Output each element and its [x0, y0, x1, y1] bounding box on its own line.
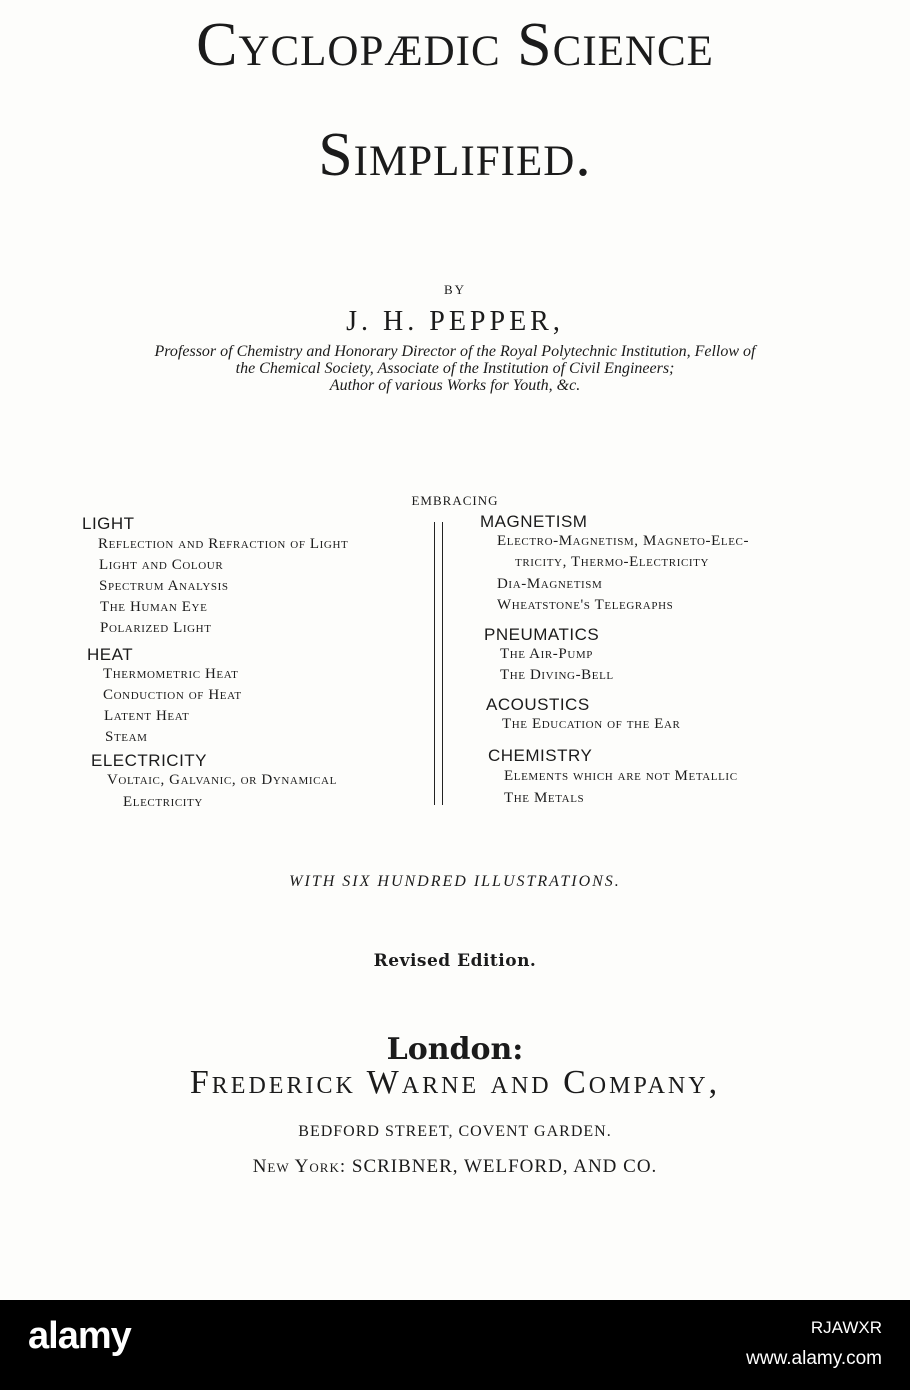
- watermark-image-id: RJAWXR: [810, 1318, 882, 1337]
- watermark-url: www.alamy.com: [746, 1348, 882, 1369]
- topic-item: Latent Heat: [104, 708, 190, 724]
- new-york-publisher: SCRIBNER, WELFORD, AND CO.: [351, 1156, 658, 1177]
- column-divider: [434, 522, 443, 805]
- topic-item: The Air-Pump: [500, 646, 593, 662]
- topic-item: Polarized Light: [100, 620, 212, 636]
- topic-item: Light and Colour: [99, 557, 224, 573]
- topic-magnetism: MAGNETISM: [480, 512, 588, 531]
- topic-acoustics: ACOUSTICS: [486, 695, 590, 714]
- topic-item: Steam: [105, 729, 148, 745]
- byline-by: BY: [443, 282, 467, 297]
- topic-item: Spectrum Analysis: [99, 578, 229, 594]
- topic-heat: HEAT: [87, 645, 134, 664]
- topic-item: Dia-Magnetism: [497, 576, 603, 592]
- title-line-2: Simplified.: [318, 121, 592, 189]
- credentials-line-3: Author of various Works for Youth, &c.: [329, 377, 581, 394]
- topic-item: Electro-Magnetism, Magneto-Elec-: [497, 533, 750, 549]
- topic-light: LIGHT: [82, 514, 135, 533]
- new-york-label: New York:: [252, 1156, 347, 1177]
- topic-item: tricity, Thermo-Electricity: [515, 554, 710, 570]
- topic-item: The Human Eye: [100, 599, 208, 615]
- title-line-1: Cyclopædic Science: [196, 11, 714, 79]
- credentials-line-2: the Chemical Society, Associate of the Institution of Civil Engineers;: [235, 360, 675, 377]
- contents-heading: EMBRACING: [411, 493, 499, 508]
- topic-item: Conduction of Heat: [103, 687, 242, 703]
- credentials-line-1: Professor of Chemistry and Honorary Director of the Royal Polytechnic Institution, Fellow of: [154, 343, 756, 360]
- topic-item: The Diving-Bell: [500, 667, 614, 683]
- author-name: J. H. PEPPER,: [346, 306, 564, 337]
- topic-electricity: ELECTRICITY: [91, 751, 208, 770]
- edition-label: Revised Edition.: [373, 951, 537, 971]
- publisher-address: BEDFORD STREET, COVENT GARDEN.: [298, 1123, 612, 1140]
- watermark-banner: [0, 1300, 910, 1390]
- topic-item: Reflection and Refraction of Light: [98, 536, 349, 552]
- topic-item: Wheatstone's Telegraphs: [497, 597, 674, 613]
- topic-pneumatics: PNEUMATICS: [484, 625, 600, 644]
- imprint-city: London:: [386, 1032, 524, 1067]
- new-york-imprint: [0, 1156, 910, 1178]
- topic-item: Thermometric Heat: [103, 666, 239, 682]
- illustrations-note: WITH SIX HUNDRED ILLUSTRATIONS.: [289, 873, 621, 890]
- topic-item: Voltaic, Galvanic, or Dynamical: [107, 772, 337, 788]
- topic-item: The Metals: [504, 790, 585, 806]
- publisher-name: Frederick Warne and Company,: [189, 1064, 721, 1101]
- topic-item: Electricity: [123, 794, 203, 810]
- topic-item: Elements which are not Metallic: [504, 768, 738, 784]
- topic-chemistry: CHEMISTRY: [488, 746, 593, 765]
- topic-item: The Education of the Ear: [502, 716, 681, 732]
- watermark-logo: alamy: [28, 1315, 131, 1357]
